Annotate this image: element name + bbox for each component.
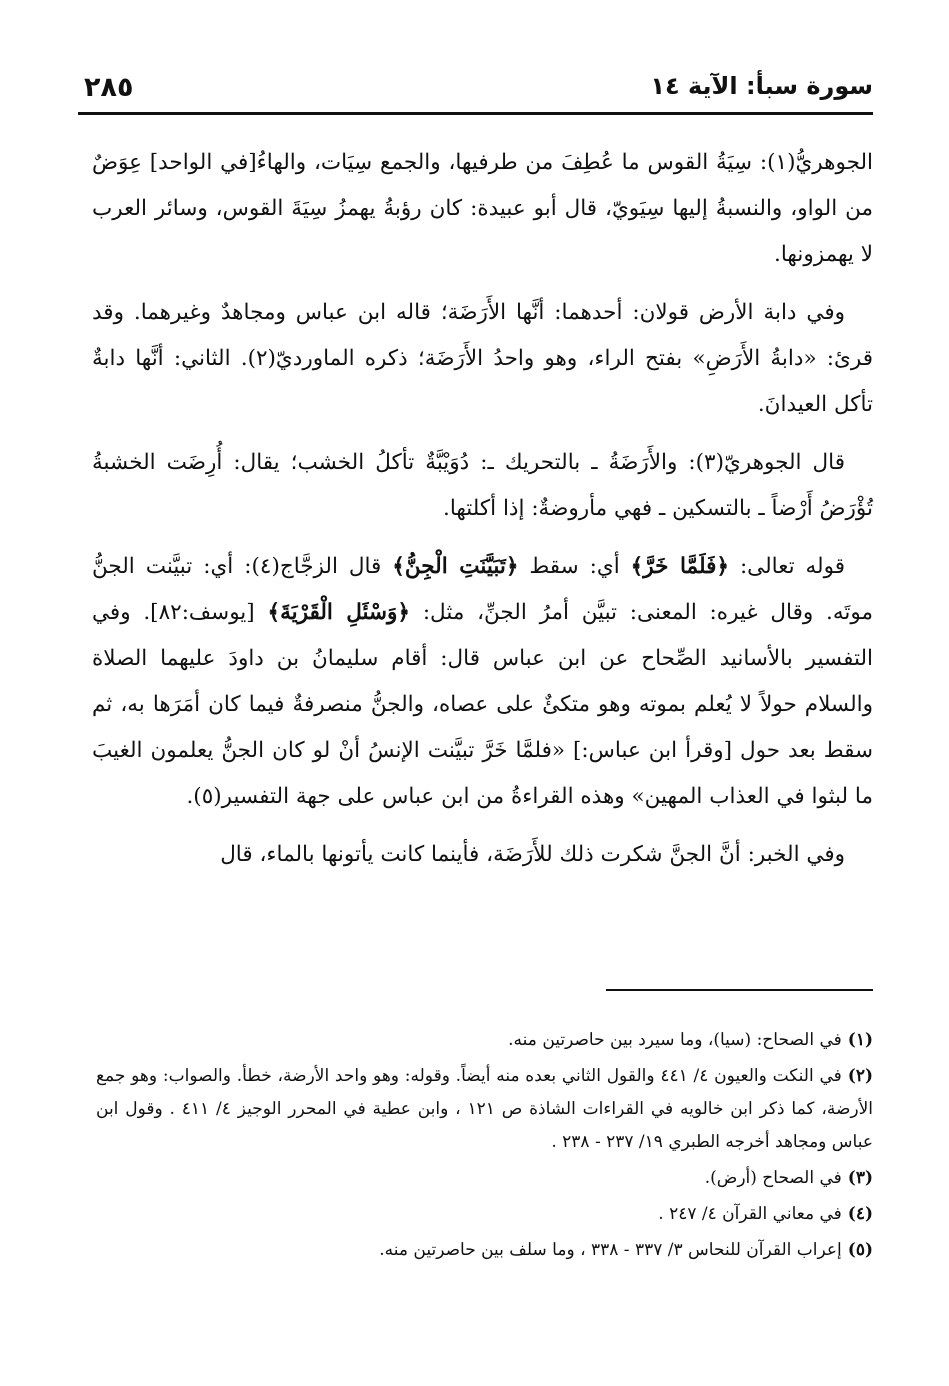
- footnote-text: في معاني القرآن ٤/ ٢٤٧ .: [658, 1204, 842, 1224]
- page-number: ٢٨٥: [84, 72, 134, 103]
- main-text: [92, 140, 873, 890]
- footnote-4: [96, 1198, 873, 1231]
- paragraph-1: الجوهريُّ(١): سِيَةُ القوس ما عُطِفَ من طرفيها، والجمع سِيَات، والهاءُ[في الواحد] عِوَضٌ من الواو، والنسبةُ إليها سِيَويّ، قال أبو عبيدة: كان رؤبةُ يهمزُ سِيَةَ القوس، وسائر العرب لا يهمزونها.: [92, 150, 873, 267]
- footnote-text: في النكت والعيون ٤/ ٤٤١ والقول الثاني بعده منه أيضاً. وقوله: وهو واحد الأرضة، خطأ. والصواب: وهو جمع الأرضة، كما ذكر ابن خالويه في القراءات الشاذة ص ١٢١ ، وابن عطية في المحرر الوجيز ٤/ ٤١١ . وقول ابن عباس ومجاهد أخرجه الطبري ١٩/ ٢٣٧ - ٢٣٨ .: [96, 1066, 874, 1152]
- page-header: [78, 70, 873, 114]
- paragraph-4-text-d: [يوسف:٨٢]. وفي التفسير بالأسانيد الصِّحاح عن ابن عباس قال: أقام سليمانُ بن داودَ عليهما الصلاة والسلام حولاً لا يُعلم بموته وهو متكئٌ على عصاه، والجنُّ منصرفةٌ فيما كان أمَرَها به، ثم سقط بعد حول [وقرأ ابن عباس:] «فلمَّا خَرَّ تبيَّنت الإنسُ أنْ لو كان الجنُّ يعلمون الغيبَ ما لبثوا في العذاب المهين» وهذه القراءةُ من ابن عباس على جهة التفسير(٥).: [92, 600, 873, 809]
- paragraph-5: وفي الخبر: أنَّ الجنَّ شكرت ذلك للأَرَضَة، فأينما كانت يأتونها بالماء، قال: [220, 842, 845, 867]
- quran-verse-3: ﴿وَسْئَلِ الْقَرْيَةَ﴾: [267, 600, 411, 625]
- footnote-text: في الصحاح: (سيا)، وما سيرد بين حاصرتين منه.: [508, 1030, 842, 1050]
- footnote-3: [96, 1162, 873, 1195]
- paragraph-4-text-a: قوله تعالى:: [739, 554, 845, 579]
- footnote-number: (٤): [847, 1204, 873, 1224]
- footnote-2: [96, 1060, 873, 1159]
- footnote-1: [96, 1024, 873, 1057]
- running-title: سورة سبأ: الآية ١٤: [650, 72, 873, 100]
- footnote-number: (٥): [847, 1240, 873, 1260]
- footnote-number: (١): [847, 1030, 873, 1050]
- paragraph-4-text-b: أي: سقط: [529, 554, 620, 579]
- footnote-5: [96, 1234, 873, 1267]
- footnote-text: في الصحاح (أرض).: [704, 1168, 842, 1188]
- quran-verse-2: ﴿تَبَيَّنَتِ الْجِنُّ﴾: [392, 554, 519, 579]
- paragraph-3: قال الجوهريّ(٣): والأَرَضَةُ ـ بالتحريك ـ: دُوَيْبَّةٌ تأكلُ الخشب؛ يقال: أُرِضَت الخشبةُ تُؤْرَضُ أَرْضاً ـ بالتسكين ـ فهي مأروضةٌ: إذا أكلتها.: [92, 450, 873, 521]
- paragraph-4: [92, 544, 873, 820]
- footnote-text: إعراب القرآن للنحاس ٣/ ٣٣٧ - ٣٣٨ ، وما سلف بين حاصرتين منه.: [379, 1240, 842, 1260]
- footnotes: [96, 1024, 873, 1270]
- footnote-divider: [606, 989, 873, 991]
- quran-verse-1: ﴿فَلَمَّا خَرَّ﴾: [630, 554, 729, 579]
- paragraph-2: وفي دابة الأرض قولان: أحدهما: أنَّها الأَرَضَة؛ قاله ابن عباس ومجاهدٌ وغيرهما. وقد قرئ: «دابةُ الأَرَضِ» بفتح الراء، وهو واحدُ الأَرَضَة؛ ذكره الماورديّ(٢). الثاني: أنَّها دابةٌ تأكل العيدانَ.: [92, 300, 873, 417]
- paragraph-4-text-c: قال الزجَّاج(٤): أي: تبيَّنت الجنُّ موتَه. وقال غيره: المعنى: تبيَّن أمرُ الجنِّ، مثل:: [92, 554, 874, 625]
- header-divider: [78, 112, 873, 115]
- footnote-number: (٣): [847, 1168, 873, 1188]
- footnote-number: (٢): [847, 1066, 873, 1086]
